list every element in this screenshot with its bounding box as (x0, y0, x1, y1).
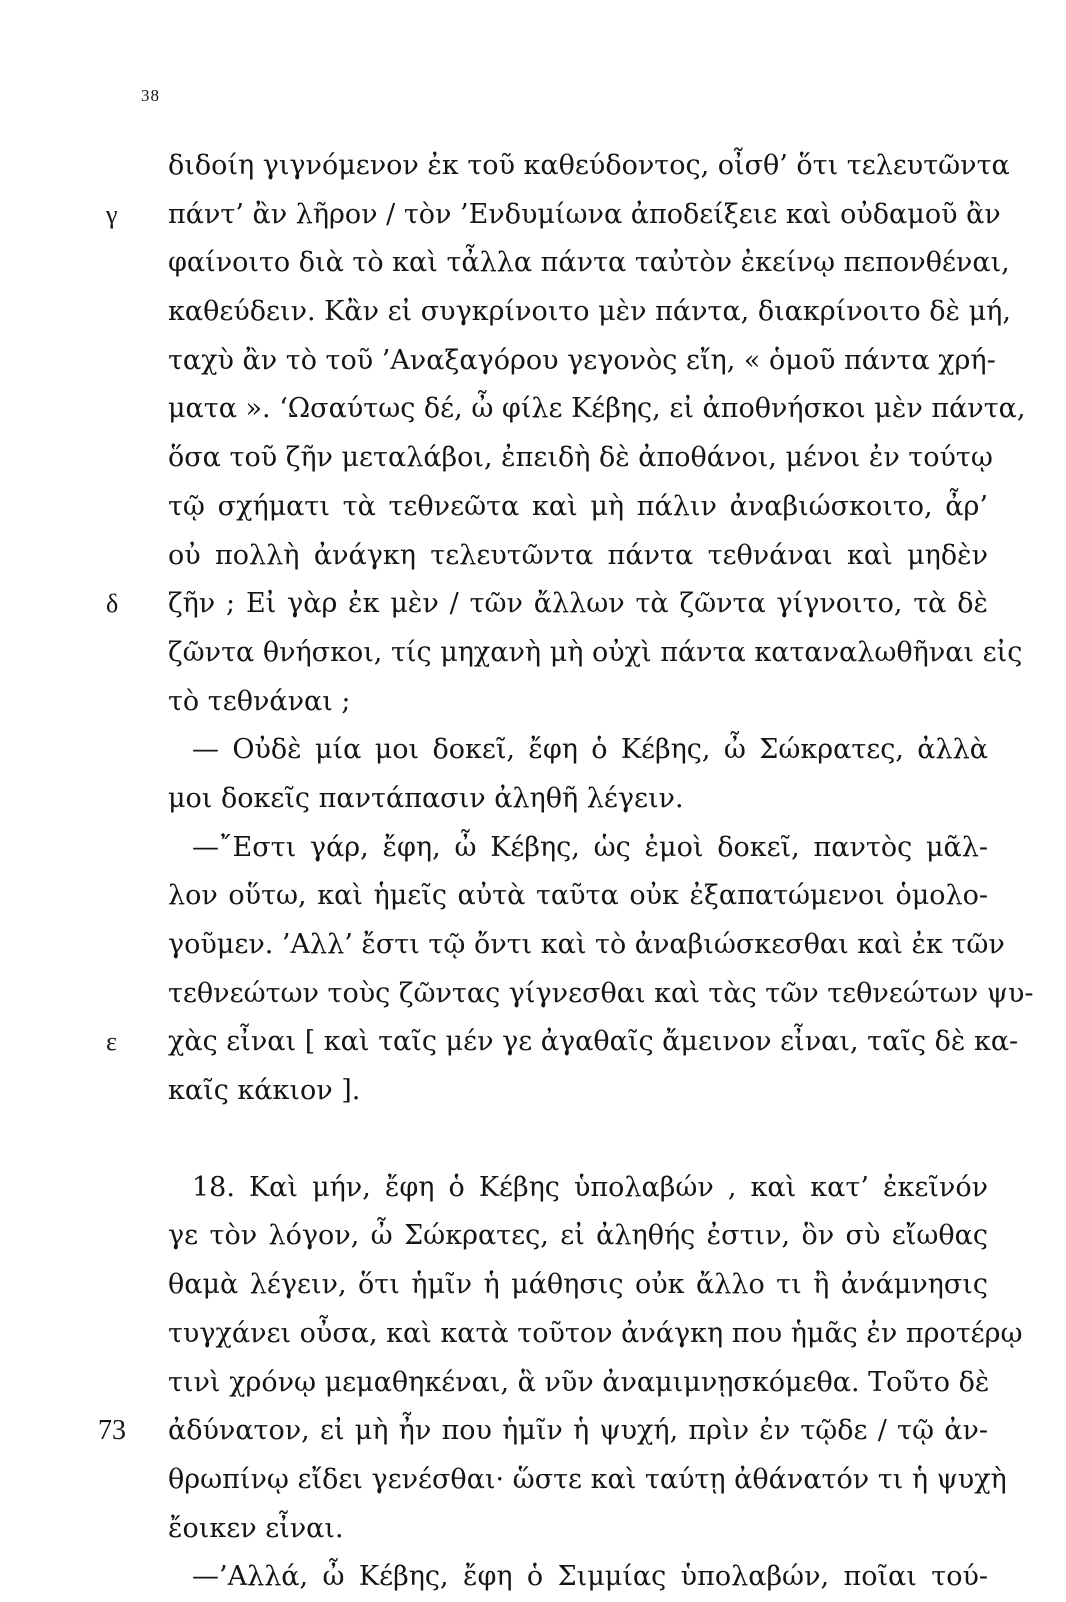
line-text: καῖς κάκιον ]. (168, 1075, 361, 1107)
text-line (168, 337, 996, 386)
text-line (168, 1359, 988, 1408)
text-line (106, 580, 988, 629)
text-line (168, 483, 988, 532)
text-section-1 (106, 142, 1034, 1116)
line-text: τινὶ χρόνῳ μεμαθηκέναι, ἃ νῦν ἀναμιμνῃσκόμεθα. Τοῦτο δὲ (168, 1366, 990, 1398)
line-text: θρωπίνῳ εἴδει γενέσθαι· ὥστε καὶ ταύτῃ ἀθάνατόν τι ἡ ψυχὴ (168, 1463, 1007, 1495)
text-line (168, 1456, 1007, 1505)
line-text: γε τὸν λόγον, ὦ Σώκρατες, εἰ ἀληθής ἐστιν, ὃν σὺ εἴωθας (168, 1220, 988, 1252)
line-text: ὅσα τοῦ ζῆν μεταλάβοι, ἐπειδὴ δὲ ἀποθάνοι, μένοι ἐν τούτῳ (168, 442, 993, 474)
line-text: γοῦμεν. ’Αλλ’ ἔστι τῷ ὄντι καὶ τὸ ἀναβιώσκεσθαι καὶ ἐκ τῶν (168, 929, 1005, 960)
text-line (168, 532, 988, 581)
text-line (168, 824, 988, 873)
text-line (168, 1212, 988, 1261)
line-text: καθεύδειν. Κἂν εἰ συγκρίνοιτο μὲν πάντα, διακρίνοιτο δὲ μή, (168, 296, 1011, 328)
text-line (168, 970, 1034, 1019)
text-section-2 (98, 1164, 1023, 1602)
text-line (106, 1018, 1019, 1067)
line-text: τυγχάνει οὖσα, καὶ κατὰ τοῦτον ἀνάγκη που ἡμᾶς ἐν προτέρῳ (168, 1317, 1023, 1349)
line-text: — Οὐδὲ μία μοι δοκεῖ, ἔφη ὁ Κέβης, ὦ Σώκρατες, ἀλλὰ (192, 734, 988, 766)
line-text: 18. Καὶ μήν, ἔφη ὁ Κέβης ὑπολαβών , καὶ κατ’ ἐκεῖνόν (192, 1171, 988, 1203)
text-line (168, 872, 988, 921)
text-line (168, 1553, 988, 1602)
line-text: ματα ». ‘Ωσαύτως δέ, ὦ φίλε Κέβης, εἰ ἀποθνήσκοι μὲν πάντα, (168, 393, 1026, 425)
line-text: ζῶντα θνήσκοι, τίς μηχανὴ μὴ οὐχὶ πάντα καταναλωθῆναι εἰς (168, 636, 1023, 668)
text-line (98, 1407, 988, 1456)
text-line (106, 191, 1001, 240)
text-line (168, 288, 1011, 337)
line-text: —’Αλλά, ὦ Κέβης, ἔφη ὁ Σιμμίας ὑπολαβών, ποῖαι τού- (192, 1561, 988, 1593)
margin-reference: δ (106, 589, 119, 619)
line-text: οὐ πολλὴ ἀνάγκη τελευτῶντα πάντα τεθνάναι καὶ μηδὲν (168, 539, 988, 571)
line-text: λον οὕτω, καὶ ἡμεῖς αὐτὰ ταῦτα οὐκ ἐξαπατώμενοι ὁμολο- (168, 880, 988, 912)
text-line (168, 775, 988, 824)
line-text: τὸ τεθνάναι ; (168, 685, 351, 717)
text-line (168, 921, 1005, 970)
line-text: φαίνοιτο διὰ τὸ καὶ τἆλλα πάντα ταὐτὸν ἐκείνῳ πεπονθέναι, (168, 247, 1010, 279)
line-text: τεθνεώτων τοὺς ζῶντας γίγνεσθαι καὶ τὰς τῶν τεθνεώτων ψυ- (168, 977, 1034, 1009)
text-block (98, 142, 1034, 1602)
line-text: θαμὰ λέγειν, ὅτι ἡμῖν ἡ μάθησις οὐκ ἄλλο τι ἢ ἀνάμνησις (168, 1269, 988, 1301)
text-line (168, 142, 1010, 191)
text-line (168, 678, 988, 727)
text-line (168, 434, 993, 483)
line-text: ἀδύνατον, εἰ μὴ ἦν που ἡμῖν ἡ ψυχή, πρὶν ἐν τῷδε / τῷ ἀν- (168, 1415, 988, 1447)
margin-reference: ε (106, 1027, 117, 1057)
margin-reference: 73 (98, 1415, 126, 1447)
text-line (168, 1164, 988, 1213)
text-line (168, 385, 1026, 434)
text-line (168, 629, 1023, 678)
text-line (168, 1310, 1023, 1359)
line-text: ἔοικεν εἶναι. (168, 1512, 344, 1544)
line-text: χὰς εἶναι [ καὶ ταῖς μέν γε ἀγαθαῖς ἄμεινον εἶναι, ταῖς δὲ κα- (168, 1026, 1019, 1058)
line-text: πάντ’ ἂν λῆρον / τὸν ’Ενδυμίωνα ἀποδείξειε καὶ οὐδαμοῦ ἂν (168, 198, 1001, 230)
line-text: μοι δοκεῖς παντάπασιν ἀληθῆ λέγειν. (168, 782, 684, 814)
margin-reference: γ (106, 199, 118, 229)
text-line (168, 1505, 988, 1554)
text-line (168, 1067, 988, 1116)
line-text: ταχὺ ἂν τὸ τοῦ ’Αναξαγόρου γεγονὸς εἴη, « ὁμοῦ πάντα χρή- (168, 344, 996, 376)
text-line (168, 239, 1010, 288)
line-text: διδοίη γιγνόμενον ἐκ τοῦ καθεύδοντος, οἶσθ’ ὅτι τελευτῶντα (168, 150, 1010, 181)
page-number: 38 (141, 86, 160, 105)
line-text: τῷ σχήματι τὰ τεθνεῶτα καὶ μὴ πάλιν ἀναβιώσκοιτο, ἆρ’ (168, 490, 988, 522)
line-text: ζῆν ; Εἰ γὰρ ἐκ μὲν / τῶν ἄλλων τὰ ζῶντα γίγνοιτο, τὰ δὲ (168, 588, 988, 620)
text-line (168, 1261, 988, 1310)
text-line (168, 726, 988, 775)
line-text: —῎Εστι γάρ, ἔφη, ὦ Κέβης, ὡς ἐμοὶ δοκεῖ, παντὸς μᾶλ- (192, 831, 988, 863)
